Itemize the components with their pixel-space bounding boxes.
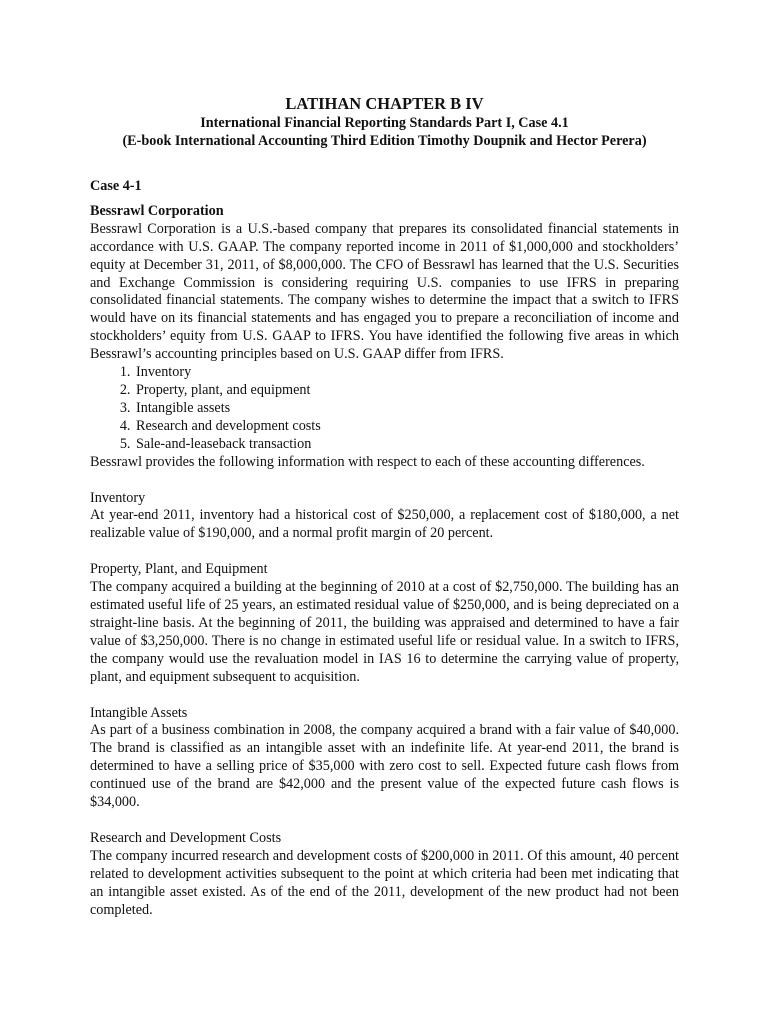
document-content [90,94,679,920]
document-title: LATIHAN CHAPTER B IV [285,94,484,113]
section-text: At year-end 2011, inventory had a historical cost of $250,000, a replacement cost of $180,000, a net realizable value of $190,000, and a normal profit margin of 20 percent. [90,507,679,542]
section-title: Research and Development Costs [90,830,282,846]
areas-list [90,364,679,454]
section-ppe [90,561,679,686]
section-text: The company acquired a building at the beginning of 2010 at a cost of $2,750,000. The building has an estimated useful life of 25 years, an estimated residual value of $250,000, and is being depreciated on a straight-line basis. At the beginning of 2011, the building was appraised and determined to have a fair value of $3,250,000. There is no change in estimated useful life or residual value. In a switch to IFRS, the company would use the revaluation model in IAS 16 to determine the carrying value of property, plant, and equipment subsequent to acquisition. [90,579,679,685]
list-item: 2. Property, plant, and equipment [134,382,679,400]
company-name: Bessrawl Corporation [90,202,224,219]
document-subtitle: International Financial Reporting Standards Part I, Case 4.1 [200,115,569,131]
list-item: 3. Intangible assets [134,400,679,418]
document-source: (E-book International Accounting Third Edition Timothy Doupnik and Hector Perera) [122,133,647,149]
section-intangible-assets [90,705,679,812]
section-title: Intangible Assets [90,704,188,721]
section-inventory [90,490,679,544]
section-title: Property, Plant, and Equipment [90,561,268,578]
case-label: Case 4-1 [90,178,142,194]
list-item: 5. Sale-and-leaseback transaction [134,436,679,454]
section-text: The company incurred research and development costs of $200,000 in 2011. Of this amount, 40 percent related to development activities subsequent to the point at which criteria had been met indicating that an intangible asset existed. As of the end of the 2011, development of the new product had not been completed. [90,847,679,918]
section-title: Inventory [90,489,146,506]
list-item: 4. Research and development costs [134,418,679,436]
section-text: As part of a business combination in 2008, the company acquired a brand with a fair value of $40,000. The brand is classified as an intangible asset with an indefinite life. At year-end 2011, the brand is determined to have a selling price of $35,000 with zero cost to sell. Expected future cash flows from continued use of the brand are $42,000 and the present value of the expected future cash flows is $34,000. [90,722,679,811]
list-item: 1. Inventory [134,364,679,382]
case-intro: Bessrawl Corporation is a U.S.-based company that prepares its consolidated financial statements in accordance with U.S. GAAP. The company reported income in 2011 of $1,000,000 and stockholders’ equity at December 31, 2011, of $8,000,000. The CFO of Bessrawl has learned that the U.S. Securities and Exchange Commission is considering requiring U.S. companies to use IFRS in preparing consolidated financial statements. The company wishes to determine the impact that a switch to IFRS would have on its financial statements and has engaged you to prepare a reconciliation of income and stockholders’ equity from U.S. GAAP to IFRS. You have identified the following five areas in which Bessrawl’s accounting principles based on U.S. GAAP differ from IFRS. [90,220,679,363]
section-rd-costs [90,830,679,920]
after-list-text: Bessrawl provides the following information with respect to each of these accounting differences. [90,453,645,470]
